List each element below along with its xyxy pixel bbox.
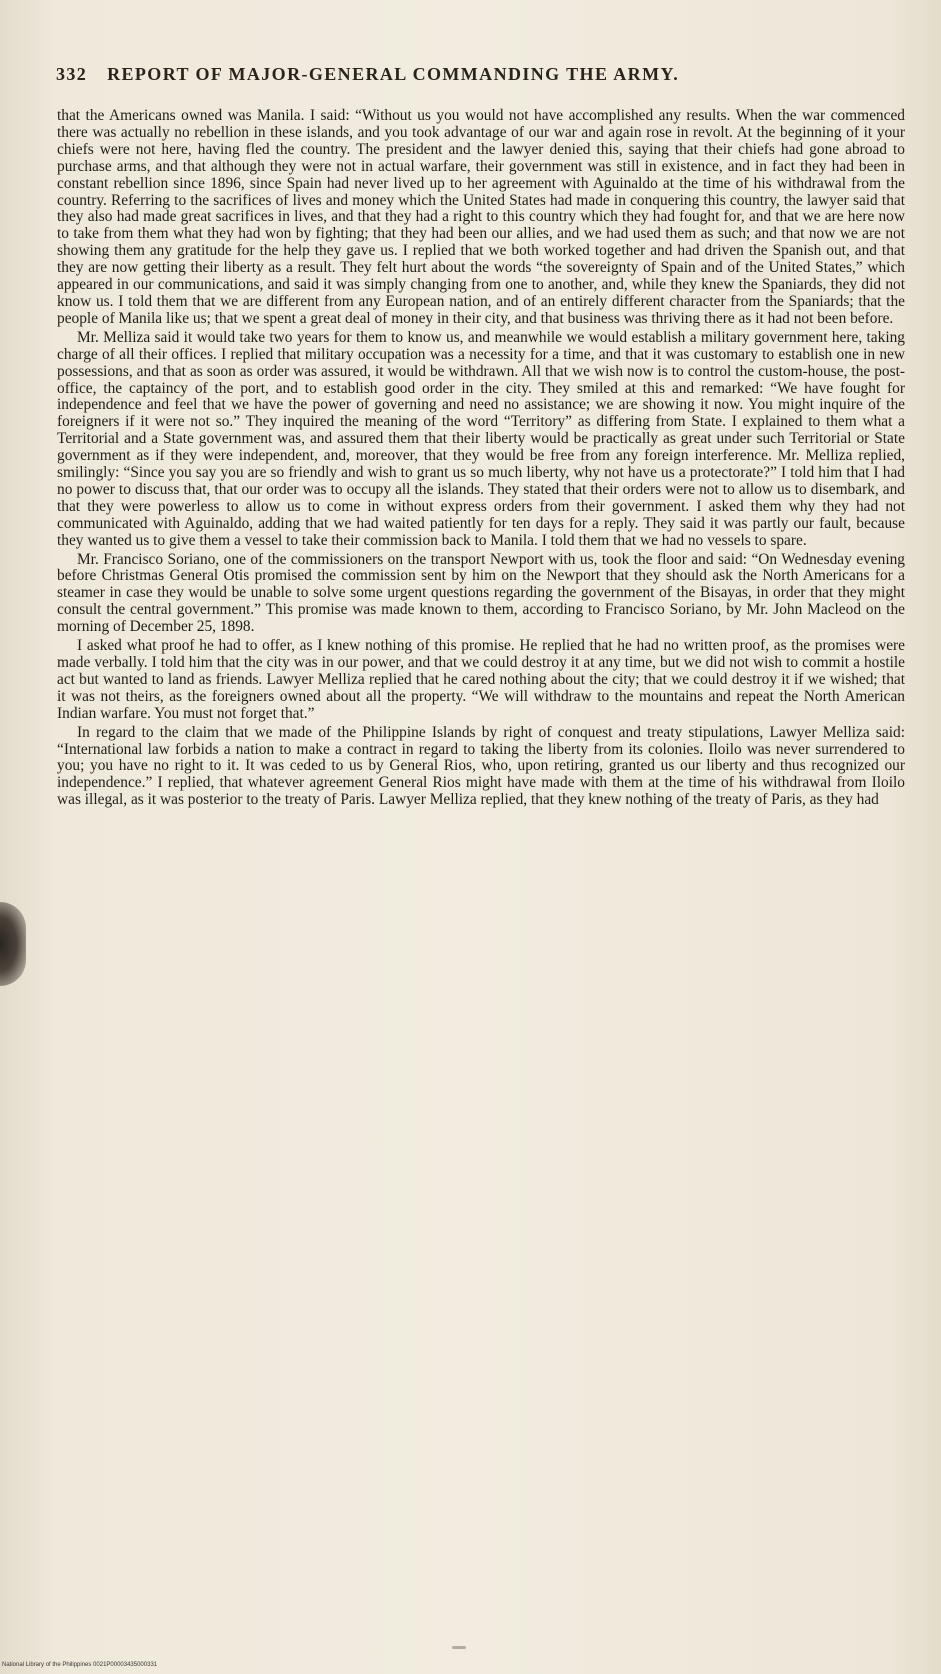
paragraph-3: Mr. Francisco Soriano, one of the commissioners on the transport Newport with us, took the floor and said: “On Wednesday evening before Christmas General Otis promised the commission sent by him on the Newport that they should ask the North Americans for a steamer in case they would be unable to solve some urgent questions regarding the government of the Bisayas, in order that they might consult the central government.” This promise was made known to them, according to Francisco Soriano, by Mr. John Macleod on the morning of December 25, 1898. [57,550,905,636]
running-title: REPORT OF MAJOR-GENERAL COMMANDING THE ARMY. [107,64,680,84]
page-header [56,64,836,85]
ink-speck [452,1646,466,1649]
page-number: 332 [56,64,88,84]
body-text [57,108,905,809]
library-stamp: National Library of the Philippines 0021P00003435000331 [2,1662,158,1668]
paragraph-1: that the Americans owned was Manila. I said: “Without us you would not have accomplished any results. When the war commenced there was actually no rebellion in these islands, and you took advantage of our war and again rose in revolt. At the beginning of it your chiefs were not here, having fled the country. The president and the lawyer denied this, saying that their chiefs had gone abroad to purchase arms, and that although they were not in actual warfare, their government was still in existence, and in fact they had been in constant rebellion since 1896, since Spain had never lived up to her agreement with Aguinaldo at the time of his withdrawal from the country. Referring to the sacrifices of lives and money which the United States had made in conquering this country, the lawyer said that they also had made great sacrifices in lives, and that they had a right to this country which they had fought for, and that we are here now to take from them what they had won by fighting; that they had been our allies, and we had used them as such; and that now we are not showing them any gratitude for the help they gave us. I replied that we both worked together and had driven the Spanish out, and that they are now getting their liberty as a result. They felt hurt about the words “the sovereignty of Spain and of the United States,” which appeared in our communications, and said it was simply changing from one to another, and, while they knew the Spaniards, they did not know us. I told them that we are different from any European nation, and of an entirely different character from the Spaniards; that the people of Manila like us; that we spent a great deal of money in their city, and that business was thriving there as it had not been before. [57,107,905,327]
paragraph-4: I asked what proof he had to offer, as I knew nothing of this promise. He replied that he had no written proof, as the promises were made verbally. I told him that the city was in our power, and that we could destroy it at any time, but we did not wish to commit a hostile act but wanted to land as friends. Lawyer Melliza replied that he cared nothing about the city; that we could destroy it if we wished; that it was not theirs, as the foreigners owned about all the property. “We will withdraw to the mountains and repeat the North American Indian warfare. You must not forget that.” [57,637,905,722]
paragraph-2: Mr. Melliza said it would take two years for them to know us, and meanwhile we would establish a military government here, taking charge of all their offices. I replied that military occupation was a necessity for a time, and that it was customary to establish one in new possessions, and that as soon as order was assured, it would be withdrawn. All that we wish now is to control the custom-house, the post-office, the captaincy of the port, and to establish good order in the city. They smiled at this and remarked: “We have fought for independence and feel that we have the power of governing and need no assistance; we are showing it now. You might inquire of the foreigners if it were not so.” They inquired the meaning of the word “Territory” as differing from State. I explained to them what a Territorial and a State government was, and assured them that their liberty would be practically as great under such Territorial or State government as if they were independent, and, moreover, that they would be free from any foreign interference. Mr. Melliza replied, smilingly: “Since you say you are so friendly and wish to grant us so much liberty, why not have us a protectorate?” I told him that I had no power to discuss that, that our order was to occupy all the islands. They stated that their orders were not to allow us to disembark, and that they were powerless to allow us to come in without express orders from their government. I asked them why they had not communicated with Aguinaldo, adding that we had waited patiently for ten days for a reply. They said it was partly our fault, because they wanted us to give them a vessel to take their commission back to Manila. I told them that we had no vessels to spare. [57,328,905,549]
binding-shadow [0,902,26,986]
paragraph-5: In regard to the claim that we made of the Philippine Islands by right of conquest and treaty stipulations, Lawyer Melliza said: “International law forbids a nation to make a contract in regard to taking the liberty from its colonies. Iloilo was never surrendered to you; you have no right to it. It was ceded to us by General Rios, who, upon retiring, granted us our liberty and thus recognized our independence.” I replied, that whatever agreement General Rios might have made with them at the time of his withdrawal from Iloilo was illegal, as it was posterior to the treaty of Paris. Lawyer Melliza replied, that they knew nothing of the treaty of Paris, as they had [57,723,905,809]
